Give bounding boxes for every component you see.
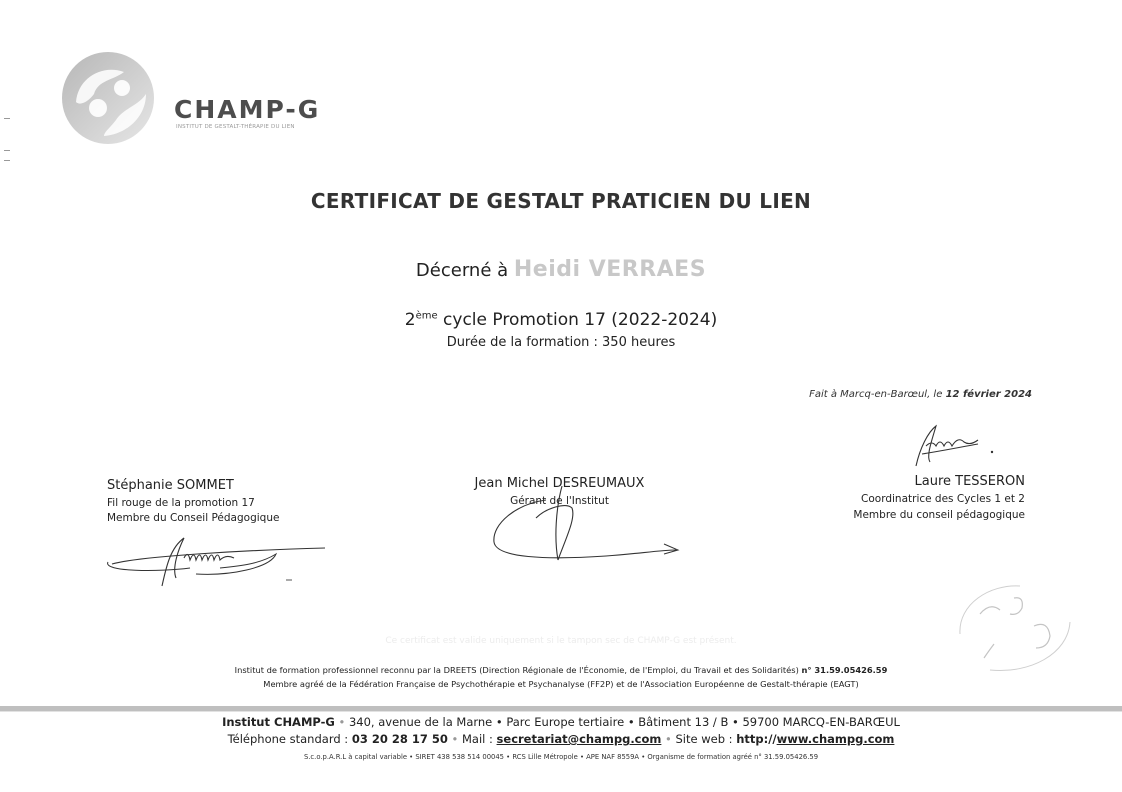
- footer-address: [0, 715, 1122, 729]
- legal-recognition-number: n° 31.59.05426.59: [801, 665, 888, 675]
- validity-note: Ce certificat est valide uniquement si le tampon sec de CHAMP-G est présent.: [385, 636, 737, 646]
- signatory-2-name: Jean Michel DESREUMAUX: [474, 476, 645, 491]
- cycle-text: cycle Promotion 17 (2022-2024): [443, 310, 718, 330]
- place-date-prefix: Fait à Marcq-en-Barœul, le: [809, 389, 943, 400]
- site-link[interactable]: www.champg.com: [776, 732, 895, 746]
- legal-recognition-text: Institut de formation professionnel reconnu par la DREETS (Direction Régionale de l'Économie, de l'Emploi, du Travail et des Solidarités): [234, 665, 799, 675]
- separator-dot: •: [338, 715, 346, 729]
- recipient-name: Heidi VERRAES: [513, 257, 707, 282]
- signature-1: [100, 528, 330, 598]
- company-info: S.c.o.p.A.R.L à capital variable • SIRET 438 538 514 00045 • RCS Lille Métropole • APE NAF 8559A • Organisme de formation agréé n° 31.59.05426.59: [303, 753, 819, 761]
- phone-number: 03 20 28 17 50: [351, 732, 448, 746]
- site-label: Site web :: [675, 732, 733, 746]
- separator-dot: •: [665, 732, 672, 746]
- scan-mark: [4, 160, 10, 161]
- signatory-3-name: Laure TESSERON: [914, 474, 1025, 489]
- scan-mark: [4, 118, 10, 119]
- footer-address-text: 340, avenue de la Marne • Parc Europe tertiaire • Bâtiment 13 / B • 59700 MARCQ-EN-BARŒUL: [348, 715, 900, 729]
- phone-label: Téléphone standard :: [227, 732, 349, 746]
- cycle-line: [0, 310, 1122, 330]
- logo-subtitle: INSTITUT DE GESTALT-THÉRAPIE DU LIEN: [176, 124, 295, 130]
- cycle-suffix: ème: [415, 310, 438, 322]
- footer-contact: [0, 732, 1122, 746]
- awarded-prefix: Décerné à: [415, 260, 509, 281]
- logo-name: CHAMP-G: [174, 95, 321, 124]
- signatory-1-name: Stéphanie SOMMET: [107, 478, 234, 493]
- footer-divider: [0, 711, 1122, 712]
- mail-label: Mail :: [462, 732, 493, 746]
- signatory-1-role: Fil rouge de la promotion 17: [107, 497, 255, 509]
- awarded-line: [0, 257, 1122, 282]
- signatory-2-role: Gérant de l'Institut: [510, 495, 609, 507]
- scan-mark: [4, 150, 10, 151]
- training-duration: Durée de la formation : 350 heures: [446, 335, 676, 350]
- separator-dot: •: [451, 732, 459, 746]
- certificate-title: CERTIFICAT DE GESTALT PRATICIEN DU LIEN: [310, 189, 812, 213]
- cycle-number: 2: [404, 310, 416, 330]
- legal-recognition: [0, 665, 1122, 675]
- site-prefix: http://: [736, 732, 777, 746]
- legal-membership: Membre agréé de la Fédération Française de Psychothérapie et Psychanalyse (FF2P) et de l'Association Européenne de Gestalt-thérapie (EAGT): [263, 679, 859, 689]
- mail-link[interactable]: secretariat@champg.com: [496, 732, 662, 746]
- signature-2: [486, 478, 686, 568]
- issue-date: 12 février 2024: [945, 389, 1032, 400]
- signatory-3-role: Coordinatrice des Cycles 1 et 2: [861, 493, 1025, 505]
- signatory-3-role: Membre du conseil pédagogique: [853, 509, 1025, 521]
- signatory-1-role: Membre du Conseil Pédagogique: [107, 512, 280, 524]
- footer-institute: Institut CHAMP-G: [222, 715, 335, 729]
- place-date: [809, 389, 1032, 400]
- signature-3: [896, 418, 1006, 474]
